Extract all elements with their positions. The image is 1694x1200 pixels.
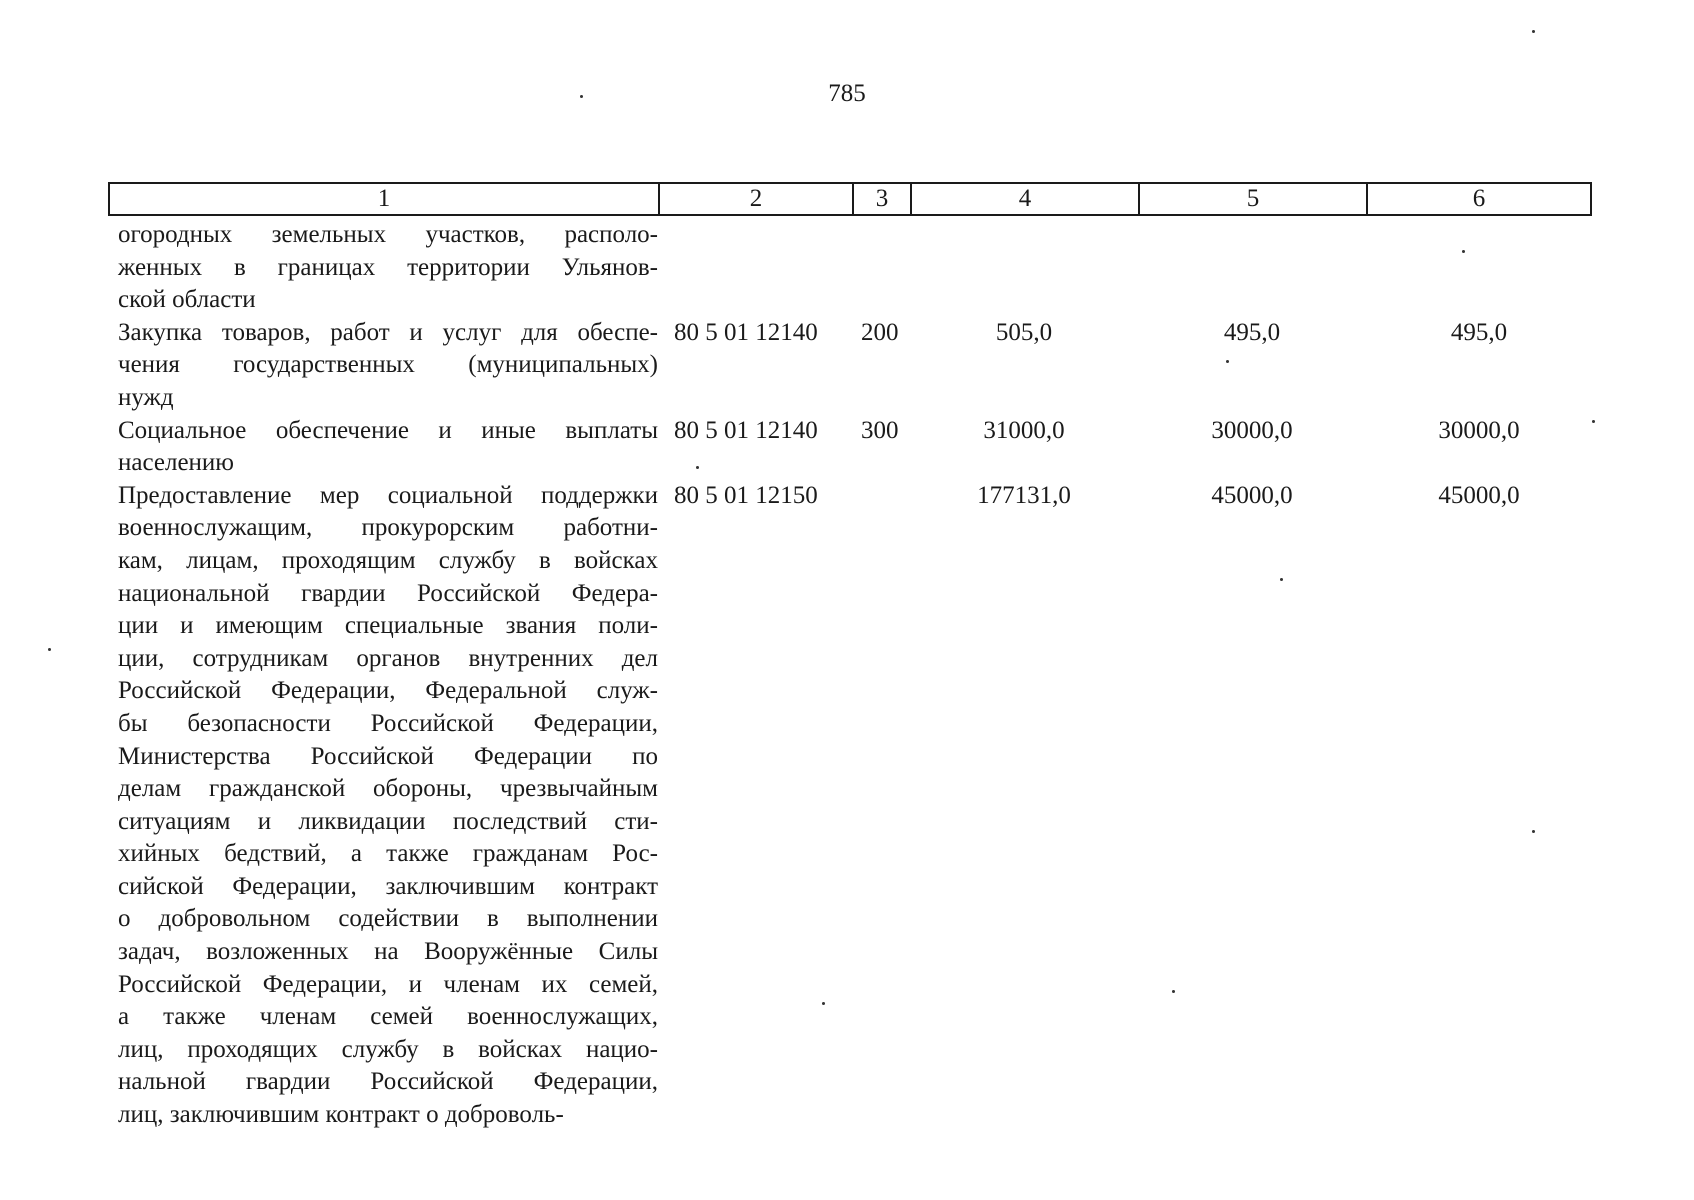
row-value-col5: 45000,0 [1211,481,1293,509]
scan-speck [580,95,583,98]
row-type: 300 [861,416,899,444]
scan-speck [1532,30,1535,33]
description-line: задач, возложенных на Вооружённые Силы [118,938,658,966]
scan-speck [1462,250,1465,253]
description-line: а также членам семей военнослужащих, [118,1003,658,1031]
scan-speck [1172,990,1175,993]
row-code: 80 5 01 12140 [674,318,818,346]
header-col-6: 6 [1472,185,1486,212]
row-value-col6: 45000,0 [1438,481,1520,509]
row-value-col4: 505,0 [995,318,1053,346]
row-value-col5: 495,0 [1223,318,1281,346]
scan-speck [1226,360,1229,363]
row-description [108,219,658,317]
description-line: национальной гвардии Российской Федера- [118,579,658,607]
header-col-4: 4 [912,184,1140,214]
description-line: женных в границах территории Ульянов- [118,253,658,281]
description-line: кам, лицам, проходящим службу в войсках [118,546,658,574]
row-value-col4: 177131,0 [977,481,1071,509]
table-row [108,415,1592,480]
table-row [108,219,1592,317]
header-col-5: 5 [1140,184,1368,214]
description-line: Министерства Российской Федерации по [118,742,658,770]
row-value-col4: 31000,0 [983,416,1065,444]
header-col-3: 3 [854,184,912,214]
row-type: 200 [861,318,899,346]
description-line: ситуациям и ликвидации последствий сти- [118,807,658,835]
description-line: о добровольном содействии в выполнении [118,905,658,933]
description-line: Социальное обеспечение и иные выплаты [118,416,658,444]
description-line: Закупка товаров, работ и услуг для обеспе- [118,318,658,346]
description-line: лиц, проходящих службу в войсках нацио- [118,1035,658,1063]
table-header [108,182,1592,216]
row-value-col6: 495,0 [1450,318,1508,346]
scan-speck [1280,578,1283,581]
description-line: ции и имеющим специальные звания поли- [118,612,658,640]
description-line: ской области [118,286,256,314]
description-line: лиц, заключившим контракт о доброволь- [118,1101,564,1129]
page-number: 785 [828,80,866,107]
description-line: ции, сотрудникам органов внутренних дел [118,644,658,672]
description-line: делам гражданской обороны, чрезвычайным [118,775,658,803]
scan-speck [1532,830,1535,833]
description-line: населению [118,449,234,477]
row-value-col5: 30000,0 [1211,416,1293,444]
row-description [108,415,658,480]
description-line: огородных земельных участков, располо- [118,221,658,248]
row-description [108,317,658,415]
description-line: хийных бедствий, а также гражданам Рос- [118,840,658,868]
description-line: нужд [118,383,174,411]
description-line: нальной гвардии Российской Федерации, [118,1068,658,1096]
row-code: 80 5 01 12150 [674,481,818,509]
scan-speck [696,466,699,469]
row-code: 80 5 01 12140 [674,416,818,444]
table-row [108,317,1592,415]
description-line: военнослужащим, прокурорским работни- [118,514,658,542]
description-line: сийской Федерации, заключившим контракт [118,872,658,900]
description-line: Предоставление мер социальной поддержки [118,481,658,509]
row-description [108,480,658,1132]
table-body [108,219,1592,1132]
scan-speck [48,648,51,651]
description-line: бы безопасности Российской Федерации, [118,709,658,737]
scan-speck [822,1002,825,1005]
row-value-col6: 30000,0 [1438,416,1520,444]
scan-speck [1592,420,1595,423]
header-col-1: 1 [110,184,660,214]
table-row [108,480,1592,1132]
description-line: чения государственных (муниципальных) [118,351,658,379]
description-line: Российской Федерации, и членам их семей, [118,970,658,998]
description-line: Российской Федерации, Федеральной служ- [118,677,658,705]
header-col-2: 2 [660,184,854,214]
